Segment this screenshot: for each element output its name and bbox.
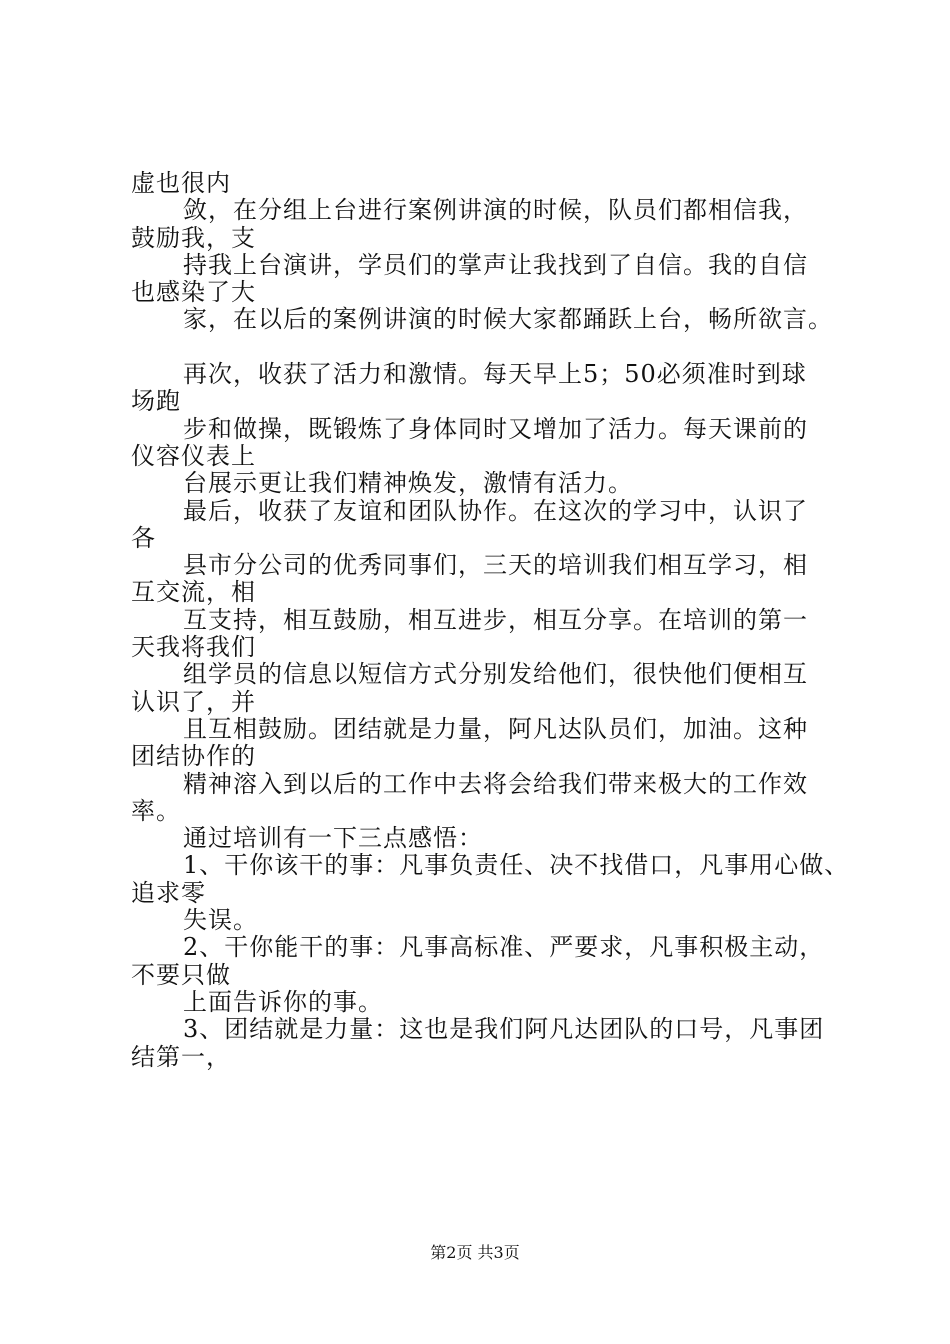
text-line: 台展示更让我们精神焕发，激情有活力。 xyxy=(183,469,633,498)
text-line: 场跑 xyxy=(131,387,181,416)
text-line: 上面告诉你的事。 xyxy=(183,987,383,1016)
text-line: 失误。 xyxy=(183,906,258,935)
text-line: 组学员的信息以短信方式分别发给他们，很快他们便相互 xyxy=(183,660,808,689)
text-line: 追求零 xyxy=(131,878,206,907)
text-line: 1、干你该干的事：凡事负责任、决不找借口，凡事用心做、 xyxy=(183,851,850,880)
text-line: 虚也很内 xyxy=(131,169,231,197)
text-line: 率。 xyxy=(131,796,181,825)
text-line: 最后，收获了友谊和团队协作。在这次的学习中，认识了 xyxy=(183,496,808,525)
text-line: 精神溶入到以后的工作中去将会给我们带来极大的工作效 xyxy=(183,769,808,798)
text-line: 也感染了大 xyxy=(131,278,256,307)
text-line: 2、干你能干的事：凡事高标准、严要求，凡事积极主动， xyxy=(183,933,825,962)
body-text xyxy=(131,170,851,1071)
page-footer: 第2页 共3页 xyxy=(430,1243,520,1262)
paragraph-gap xyxy=(131,334,851,361)
text-line: 仪容仪表上 xyxy=(131,441,256,470)
text-line: 鼓励我，支 xyxy=(131,223,256,252)
text-line: 且互相鼓励。团结就是力量，阿凡达队员们，加油。这种 xyxy=(183,714,808,743)
text-line: 敛，在分组上台进行案例讲演的时候，队员们都相信我， xyxy=(183,196,808,225)
text-line: 互交流，相 xyxy=(131,578,256,607)
text-line: 团结协作的 xyxy=(131,742,256,771)
text-line: 再次，收获了活力和激情。每天早上5；50必须准时到球 xyxy=(183,360,807,389)
text-line: 天我将我们 xyxy=(131,633,256,662)
text-line: 各 xyxy=(131,523,156,552)
text-line: 步和做操，既锻炼了身体同时又增加了活力。每天课前的 xyxy=(183,414,808,443)
text-line: 不要只做 xyxy=(131,960,231,989)
text-line: 互支持，相互鼓励，相互进步，相互分享。在培训的第一 xyxy=(183,605,808,634)
text-line: 结第一， xyxy=(131,1042,231,1071)
text-line: 持我上台演讲，学员们的掌声让我找到了自信。我的自信 xyxy=(183,250,808,279)
text-line: 认识了，并 xyxy=(131,687,256,716)
text-line: 通过培训有一下三点感悟： xyxy=(183,824,483,853)
text-line: 家，在以后的案例讲演的时候大家都踊跃上台，畅所欲言。 xyxy=(183,305,833,334)
text-line: 县市分公司的优秀同事们，三天的培训我们相互学习，相 xyxy=(183,551,808,580)
text-line: 3、团结就是力量：这也是我们阿凡达团队的口号，凡事团 xyxy=(183,1015,825,1044)
